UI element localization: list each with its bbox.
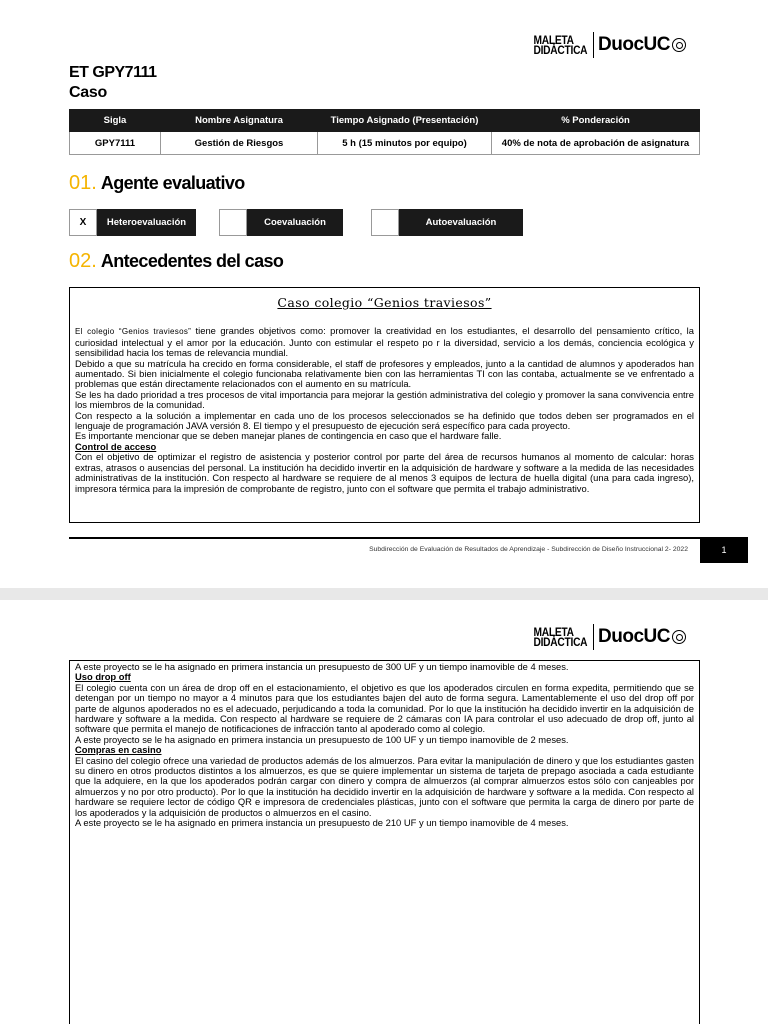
case-subheading-drop-off: Uso drop off [75,671,131,683]
section-heading-agente: 01. Agente evaluativo [69,172,245,194]
table-cell: Gestión de Riesgos [161,132,318,155]
footer-text: Subdirección de Evaluación de Resultados de Aprendizaje - Subdirección de Diseño Instruccional 2- 2022 [369,546,688,553]
table-cell: 40% de nota de aprobación de asignatura [492,132,700,155]
eval-option-hetero[interactable] [69,209,196,236]
document-page-2 [0,600,768,1024]
eval-label: Autoevaluación [399,209,523,236]
eval-option-autoev[interactable] [371,209,523,236]
seal-icon [672,38,686,52]
case-paragraph: Con respecto a la solución a implementar en cada uno de los procesos seleccionados se ha definido que todos deben ser programados en el lenguaje de programación JAVA versión 8. El tiempo y el presupuesto de ejecución será específico para cada proyecto. [75,409,694,432]
table-header: Sigla [70,110,161,132]
eval-label: Coevaluación [247,209,343,236]
case-paragraph: A este proyecto se le ha asignado en primera instancia un presupuesto de 210 UF y un tiempo inamovible de 4 meses. [75,817,569,829]
document-code: ET GPY7111 [69,64,157,81]
case-paragraph: A este proyecto se le ha asignado en primera instancia un presupuesto de 300 UF y un tiempo inamovible de 4 meses. [75,661,569,672]
table-cell: 5 h (15 minutos por equipo) [318,132,492,155]
footer-divider [69,537,700,539]
case-box-part-2 [69,660,700,1024]
eval-label: Heteroevaluación [97,209,196,236]
table-row [70,132,700,155]
case-paragraph: El colegio “Genios traviesos” tiene grandes objetivos como: promover la creatividad en los estudiantes, el desarrollo del pensamiento crítico, la curiosidad intelectual y el amor por la educación. Junto con estimular el respeto po r la diversidad, servicio a los demás, conciencia ecológica y sensibilidad hacia los temas de relevancia mundial. [75,325,694,359]
course-info-table [69,109,700,155]
case-subheading-casino: Compras en casino [75,744,162,756]
seal-icon [672,630,686,644]
case-subheading-acceso: Control de acceso [75,440,157,452]
document-subtitle: Caso [69,84,107,101]
case-paragraph: Es importante mencionar que se deben manejar planes de contingencia en caso que el hardware falle. [75,430,502,442]
table-header: % Ponderación [492,110,700,132]
case-paragraph: Con el objetivo de optimizar el registro de asistencia y posterior control por parte del área de recursos humanos al momento de calcular: horas extras, atrasos o ausencias del personal. La institución ha decidido invertir en la adquisición de hardware y software a la medida de las necesidades administrativas de la institución. Con respecto al hardware se requiere de al menos 3 equipos de lectura de huella digital (una para cada ingreso), impresora térmica para la impresión de comprobante de registro, junto con el software que permita el trabajo administrativo. [75,451,694,494]
case-paragraph: El colegio cuenta con un área de drop off en el estacionamiento, el objetivo es que los apoderados circulen en forma expedita, permitiendo que se detengan por un tiempo no mayor a 4 minutos para que los estudiantes bajen del auto de forma segura. Lamentablemente el uso del drop off por parte de algunos apoderados no es el adecuado, perjudicando a toda la comunidad. Por lo que la institución ha decidido invertir en la adquisición de hardware y software a la medida. Con respecto al hardware se requiere de 2 cámaras con IA para controlar el uso adecuado de drop off, junto al software que permita el manejo de notificaciones de infracción tanto al apoderado como al colegio. [75,681,694,735]
section-heading-antecedentes: 02. Antecedentes del caso [69,250,284,272]
table-cell: GPY7111 [70,132,161,155]
page-number: 1 [700,537,748,563]
duoc-brand: DuocUC [598,34,670,55]
table-header: Tiempo Asignado (Presentación) [318,110,492,132]
evaluation-options [69,209,495,236]
case-paragraph: A este proyecto se le ha asignado en primera instancia un presupuesto de 100 UF y un tiempo inamovible de 2 meses. [75,733,569,745]
table-header-row [70,110,700,132]
maleta-duoc-logo: MALETA DIDÁCTICA DuocUC [524,30,686,60]
case-paragraph: El casino del colegio ofrece una variedad de productos además de los almuerzos. Para evitar la manipulación de dinero y que los estudiantes gasten su dinero en otros productos distintos a los almuerzos, es que se quiere implementar un sistema de tarjeta de prepago asociada a cada estudiante que la adquiere, en la que los apoderados podrán cargar con dinero y compra de almuerzos (al comprar almuerzos estos sólo con canjeables por almuerzos y no por otro producto). Por lo que la institución ha decidido invertir en la adquisición de hardware y software a la medida. Con respecto al hardware se requiere lector de código QR e impresora de credenciales plásticas, junto con el software que permita la carga de dinero por parte de los apoderados y la adquisición de productos o almuerzos en el casino. [75,754,694,818]
eval-checkbox[interactable] [371,209,399,236]
case-paragraph: Debido a que su matrícula ha crecido en forma considerable, el staff de profesores y empleados, junto a la cantidad de alumnos y apoderados han aumentado. Si bien inicialmente el colegio funcionaba relativamente bien con las herramientas TI con las contaba, actualmente se ve enfrentado a problemas que están directamente relacionados con el aumento en su matrícula. [75,357,694,390]
case-paragraph: Se les ha dado prioridad a tres procesos de vital importancia para mejorar la gestión administrativa del colegio y promover la sana convivencia entre los miembros de la comunidad. [75,388,694,411]
case-title: Caso colegio “Genios traviesos” [277,295,492,310]
duoc-brand: DuocUC [598,626,670,647]
case-box-part-1 [69,287,700,523]
eval-checkbox[interactable] [219,209,247,236]
eval-checkbox[interactable]: X [69,209,97,236]
table-header: Nombre Asignatura [161,110,318,132]
eval-option-coev[interactable] [219,209,343,236]
maleta-duoc-logo: MALETA DIDÁCTICA DuocUC [524,622,686,652]
